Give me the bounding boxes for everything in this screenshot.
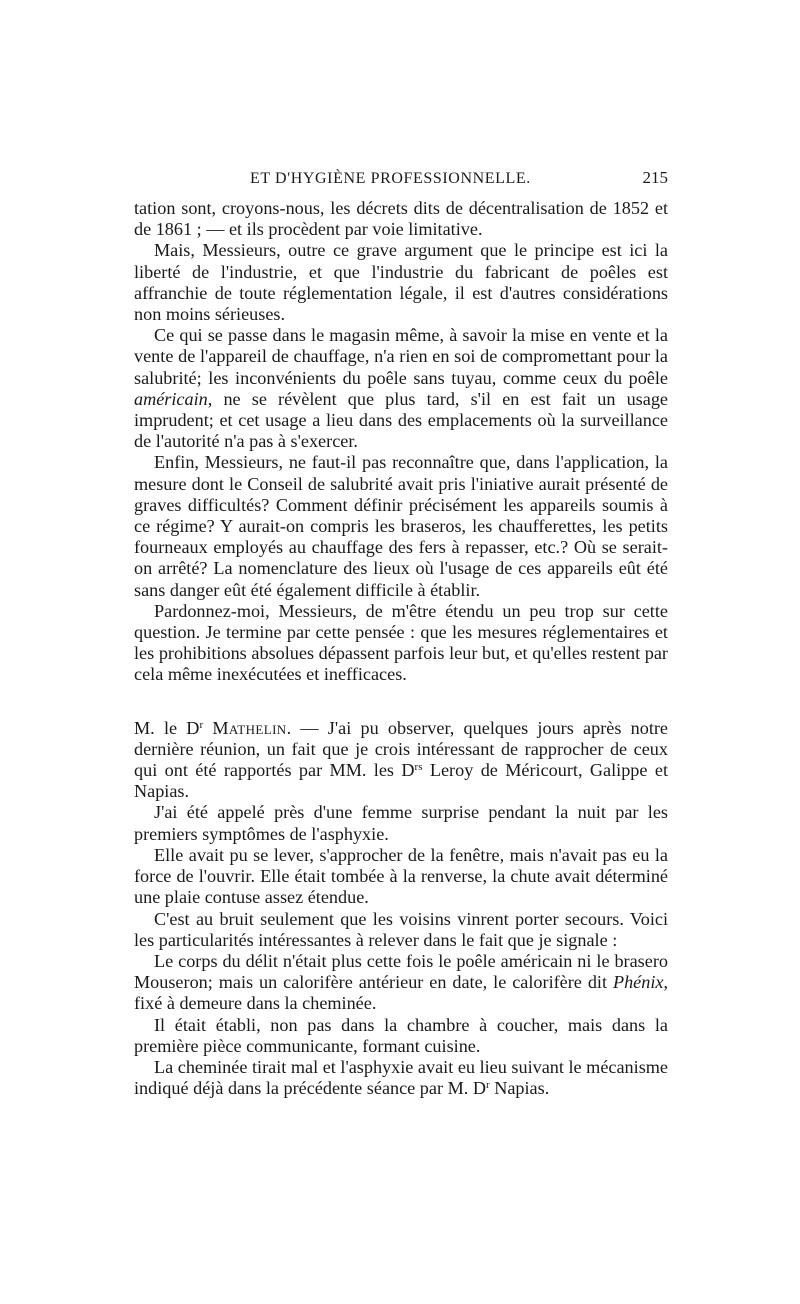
speech-paragraph bbox=[134, 718, 668, 803]
superscript: r bbox=[199, 718, 204, 731]
speech-prefix: M. le D bbox=[134, 717, 200, 738]
running-header bbox=[134, 168, 668, 198]
text-segment: , fixé à demeure dans la cheminée. bbox=[134, 972, 668, 1014]
speaker-name: Mathelin bbox=[212, 717, 287, 738]
paragraph-principle: Mais, Messieurs, outre ce grave argument que le principe est ici la liberté de l'industrie, et que l'industrie du fabricant de poêles est affranchie de toute réglementation légale, il est d'autres considérations non moins sérieuses. bbox=[134, 240, 668, 325]
superscript: rs bbox=[414, 761, 423, 774]
text-segment: Napias. bbox=[489, 1078, 550, 1099]
paragraph-etabli: Il était établi, non pas dans la chambre à coucher, mais dans la première pièce communicante, formant cuisine. bbox=[134, 1014, 668, 1056]
text-segment: . — J'ai pu observer, quelques jours après notre dernière réunion, un fait que je crois intéressant de rapprocher de ceux qui ont été rapportés par MM. les D bbox=[134, 717, 669, 781]
page-number: 215 bbox=[642, 168, 668, 187]
italic-term: Phénix bbox=[612, 972, 664, 993]
paragraph-magasin bbox=[134, 325, 668, 452]
paragraph-bruit: C'est au bruit seulement que les voisins vinrent porter secours. Voici les particularités intéressantes à relever dans le fait que je signale : bbox=[134, 908, 668, 950]
paragraph-pardonnez: Pardonnez-moi, Messieurs, de m'être étendu un peu trop sur cette question. Je termine par cette pensée : que les mesures réglementaires et les prohibitions absolues dépassent parfois leur but, et qu'elles restent par cela même inexécutées et inefficaces. bbox=[134, 600, 668, 685]
text-segment: Leroy de Méricourt, Galippe et Napias. bbox=[134, 760, 668, 802]
paragraph-continued: tation sont, croyons-nous, les décrets dits de décentralisation de 1852 et de 1861 ; — et ils procèdent par voie limitative. bbox=[134, 198, 668, 240]
paragraph-corps-delit bbox=[134, 951, 668, 1015]
italic-term: américain bbox=[134, 388, 208, 409]
text-segment: Ce qui se passe dans le magasin même, à savoir la mise en vente et la vente de l'appareil de chauffage, n'a rien en soi de compromettant pour la salubrité; les inconvénients du poêle sans tuyau, comme ceux du poêle bbox=[134, 325, 668, 388]
paragraph-appele: J'ai été appelé près d'une femme surprise pendant la nuit par les premiers symptômes de l'asphyxie. bbox=[134, 802, 668, 844]
paragraph-enfin: Enfin, Messieurs, ne faut-il pas reconnaître que, dans l'application, la mesure dont le Conseil de salubrité avait pris l'iniative aurait présenté de graves difficultés? Comment définir précisément les appareils soumis à ce régime? Y aurait-on compris les braseros, les chaufferettes, les petits fourneaux employés au chauffage des fers à repasser, etc.? Où se serait-on arrêté? La nomenclature des lieux où l'usage de ces appareils eût été sans danger eût été également difficile à établir. bbox=[134, 452, 668, 600]
paragraph-cheminee bbox=[134, 1057, 668, 1099]
text-segment: La cheminée tirait mal et l'asphyxie avait eu lieu suivant le mécanisme indiqué déjà dans la précédente séance par M. D bbox=[134, 1056, 668, 1099]
superscript: r bbox=[485, 1079, 490, 1092]
text-segment: , ne se révèlent que plus tard, s'il en est fait un usage imprudent; et cet usage a lieu dans des emplacements où la surveillance de l'autorité n'a pas à s'exercer. bbox=[134, 388, 668, 452]
paragraph-lever: Elle avait pu se lever, s'approcher de la fenêtre, mais n'avait pas eu la force de l'ouvrir. Elle était tombée à la renverse, la chute avait déterminé une plaie contuse assez étendue. bbox=[134, 844, 668, 908]
text-segment: Le corps du délit n'était plus cette fois le poêle américain ni le brasero Mouseron; mais un calorifère antérieur en date, le calorifère dit bbox=[134, 950, 668, 993]
section-spacer bbox=[134, 686, 668, 718]
running-title: ET D'HYGIÈNE PROFESSIONNELLE. bbox=[250, 170, 531, 187]
book-page bbox=[134, 168, 668, 1099]
